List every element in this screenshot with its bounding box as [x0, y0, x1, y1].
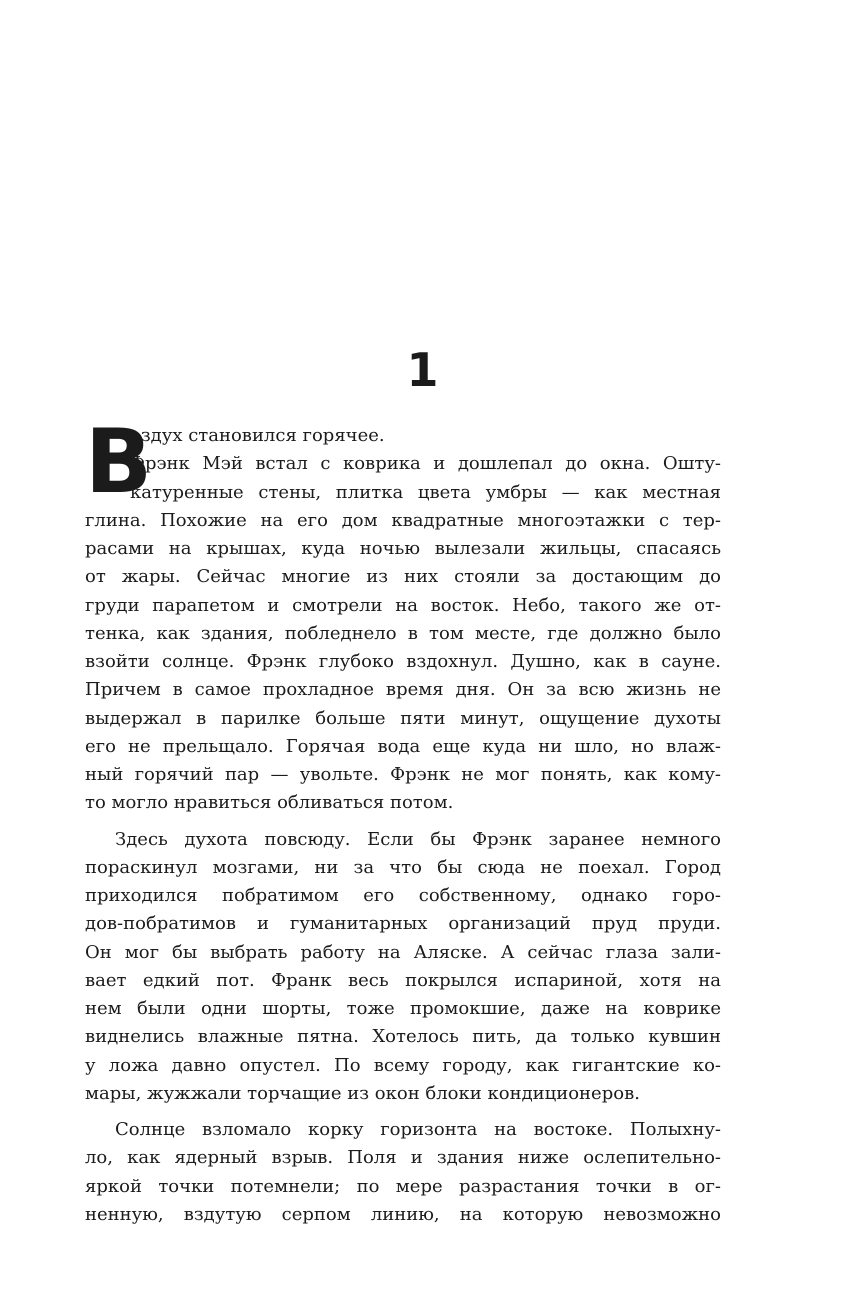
text-line: мары, жужжали торчащие из окон блоки кондиционеров. [85, 1082, 640, 1104]
text-line: у ложа давно опустел. По всему городу, как гигантские ко- [85, 1054, 721, 1076]
text-line: Здесь духота повсюду. Если бы Фрэнк заранее немного [115, 828, 721, 850]
text-line: тенка, как здания, побледнело в том месте, где должно было [85, 622, 721, 644]
text-line: то могло нравиться обливаться потом. [85, 792, 454, 814]
text-line: ло, как ядерный взрыв. Поля и здания ниже ослепительно- [85, 1147, 721, 1169]
text-line: пораскинул мозгами, ни за что бы сюда не поехал. Город [85, 856, 721, 878]
text-line: ненную, вздутую серпом линию, на которую невозможно [85, 1203, 721, 1225]
chapter-text [85, 410, 721, 1229]
text-line: ный горячий пар — увольте. Фрэнк не мог понять, как кому- [85, 764, 721, 785]
text-line: яркой точки потемнели; по мере разрастания точки в ог- [85, 1175, 721, 1197]
text-line: глина. Похожие на его дом квадратные многоэтажки с тер- [85, 509, 721, 531]
text-line: Он мог бы выбрать работу на Аляске. А сейчас глаза зали- [85, 941, 721, 963]
text-line: Фрэнк Мэй встал с коврика и дошлепал до окна. Ошту- [130, 453, 721, 475]
chapter-number: 1 [406, 343, 439, 397]
text-line: груди парапетом и смотрели на восток. Небо, такого же от- [85, 594, 721, 616]
text-line: оздух становился горячее. [130, 425, 385, 446]
text-line: приходился побратимом его собственному, однако горо- [85, 885, 721, 906]
text-line: виднелись влажные пятна. Хотелось пить, да только кувшин [85, 1026, 721, 1048]
text-line: Причем в самое прохладное время дня. Он за всю жизнь не [85, 679, 721, 701]
drop-cap: В [85, 410, 153, 513]
text-line: катуренные стены, плитка цвета умбры — как местная [130, 481, 721, 503]
text-line: дов-побратимов и гуманитарных организаций пруд пруди. [85, 913, 721, 935]
text-line: его не прельщало. Горячая вода еще куда ни шло, но влаж- [85, 735, 721, 757]
text-line: Солнце взломало корку горизонта на востоке. Полыхну- [115, 1119, 721, 1140]
text-line: расами на крышах, куда ночью вылезали жильцы, спасаясь [85, 538, 721, 559]
text-line: вает едкий пот. Франк весь покрылся испариной, хотя на [85, 969, 721, 991]
text-line: от жары. Сейчас многие из них стояли за достающим до [85, 566, 721, 588]
text-line: нем были одни шорты, тоже промокшие, даже на коврике [85, 998, 721, 1019]
text-line: выдержал в парилке больше пяти минут, ощущение духоты [85, 707, 721, 729]
text-line: взойти солнце. Фрэнк глубоко вздохнул. Душно, как в сауне. [85, 651, 721, 672]
